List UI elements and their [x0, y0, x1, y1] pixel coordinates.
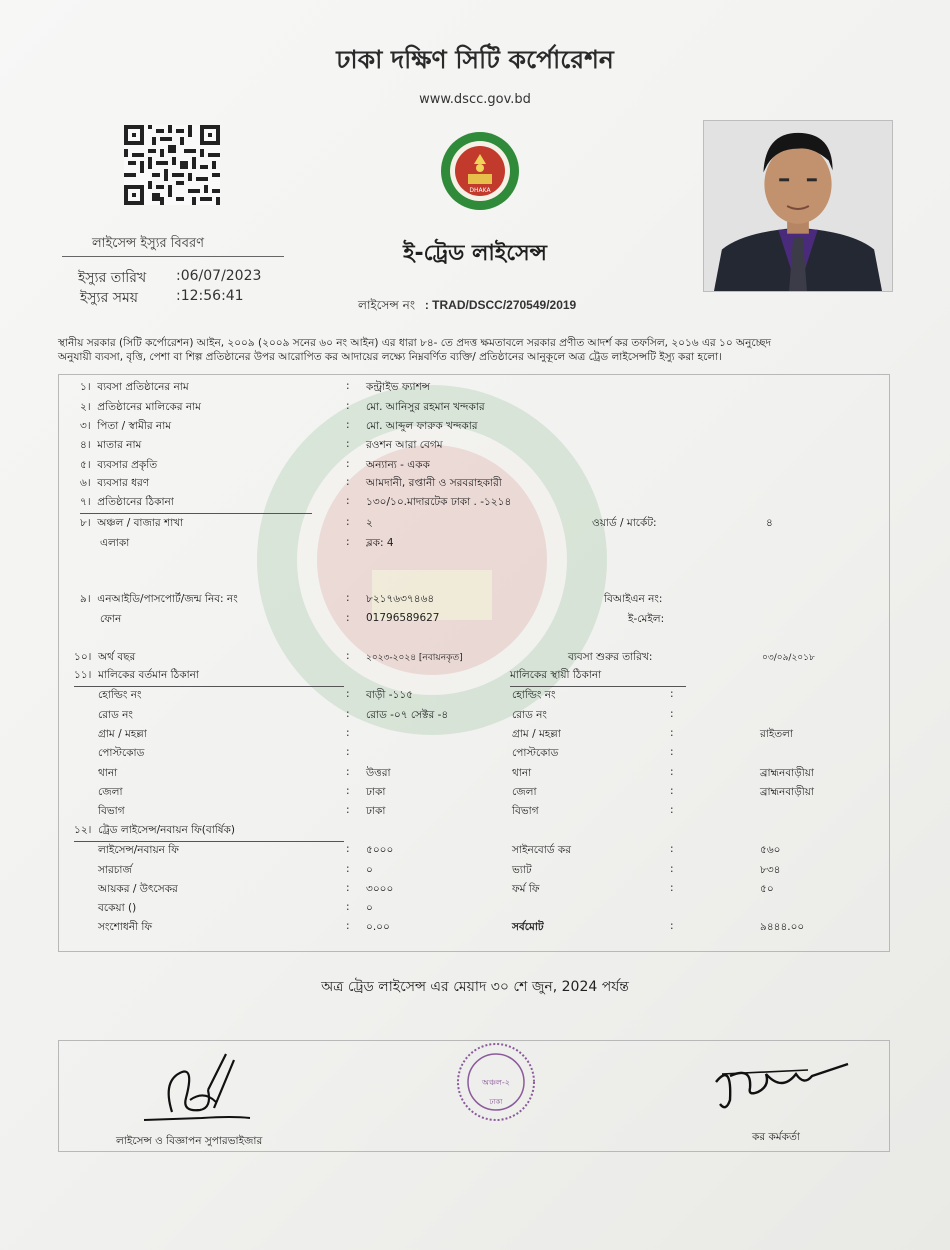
current-thana-value: উত্তরা	[366, 767, 391, 779]
current-holding-value: বাড়ী -১১৫	[366, 689, 413, 701]
qr-code	[124, 124, 220, 206]
supervisor-signature	[142, 1050, 252, 1126]
form-fee-label: ফর্ম ফি	[512, 883, 540, 895]
business-name-value: কন্ট্রাইভ ফ্যাশন্স	[366, 381, 431, 393]
preamble-line-1: স্থানীয় সরকার (সিটি কর্পোরেশন) আইন, ২০০৯ (২০০৯ সনের ৬০ নং আইন) এর ধারা ৮৪- তে প্রদত্ত ক্ষমতাবলে সরকার প্রণীত আদর্শ কর তফসিল, ২০১৬ এর ১০ অনুচ্ছেদ	[58, 337, 772, 349]
separator: :	[346, 400, 350, 412]
seal-bottom-text: ঢাকা	[489, 1098, 503, 1106]
separator: :	[670, 727, 674, 739]
vat-value: ৮৩৪	[760, 864, 781, 876]
current-road-value: রোড -০৭ সেক্টর -৪	[366, 709, 449, 721]
seal-text: অঞ্চল-২	[482, 1078, 510, 1087]
separator: :	[346, 536, 350, 548]
separator: :	[346, 804, 350, 816]
amendment-fee-value: ০.০০	[366, 921, 390, 933]
perm-holding-label: হোল্ডিং নং	[512, 689, 556, 701]
separator: :	[346, 920, 350, 932]
issue-date-label: ইস্যুর তারিখ	[78, 270, 147, 286]
perm-thana-label: থানা	[512, 767, 532, 779]
business-start-label: ব্যবসা শুরুর তারিখ:	[568, 651, 653, 663]
validity-statement: অত্র ট্রেড লাইসেন্স এর মেয়াদ ৩০ শে জুন, 2024 পর্যন্ত	[321, 979, 629, 995]
separator: :	[670, 766, 674, 778]
fiscal-year-value: ২০২৩-২০২৪ [নবায়নকৃত]	[366, 653, 463, 663]
phone-label: ফোন	[100, 613, 122, 625]
official-seal	[450, 1042, 542, 1122]
license-number-label: লাইসেন্স নং	[358, 298, 415, 312]
current-division-value: ঢাকা	[366, 805, 386, 817]
separator: :	[346, 476, 350, 488]
separator: :	[670, 882, 674, 894]
signboard-tax-label: সাইনবোর্ড কর	[512, 844, 572, 856]
zone-row: ৮। অঞ্চল / বাজার শাখা	[80, 517, 184, 529]
detail-row-3: ৩। পিতা / স্বামীর নাম	[80, 420, 172, 432]
website-link[interactable]: www.dscc.gov.bd	[419, 92, 531, 107]
total-label: সর্বমোট	[512, 921, 544, 933]
separator: :	[670, 920, 674, 932]
total-value: ৯৪৪৪.০০	[760, 921, 805, 933]
area-label: এলাকা	[100, 537, 130, 549]
signboard-tax-value: ৫৬০	[760, 844, 781, 856]
separator: :	[346, 843, 350, 855]
separator: :	[346, 882, 350, 894]
income-tax-label: আয়কর / উৎসেকর	[98, 883, 178, 895]
separator: :	[346, 458, 350, 470]
ward-label: ওয়ার্ড / মার্কেট:	[592, 517, 657, 529]
license-fee-value: ৫০০০	[366, 844, 394, 856]
separator: :	[346, 785, 350, 797]
document-title: ই-ট্রেড লাইসেন্স	[403, 241, 547, 266]
separator: :	[670, 843, 674, 855]
detail-row-5: ৫। ব্যবসার প্রকৃতি	[80, 459, 158, 471]
separator: :	[346, 688, 350, 700]
address-thana-label: থানা	[98, 767, 118, 779]
license-number-value: : TRAD/DSCC/270549/2019	[424, 298, 577, 312]
issue-time-value: :12:56:41	[176, 288, 244, 304]
perm-district-label: জেলা	[512, 786, 537, 798]
arrears-value: ০	[366, 902, 373, 914]
email-label: ই-মেইল:	[628, 613, 665, 625]
business-start-value: ০৩/০৯/২০১৮	[762, 653, 815, 663]
separator: :	[346, 516, 350, 528]
separator: :	[346, 650, 350, 662]
address-postcode-label: পোস্টকোড	[98, 747, 145, 759]
income-tax-value: ৩০০০	[366, 883, 394, 895]
tax-officer-caption: কর কর্মকর্তা	[752, 1131, 800, 1143]
issue-heading: লাইসেন্স ইস্যুর বিবরণ	[92, 236, 204, 251]
surcharge-label: সারচার্জ	[98, 864, 132, 876]
father-name-value: মো. আব্দুল ফারুক খন্দকার	[366, 420, 478, 432]
separator: :	[346, 438, 350, 450]
nid-value: ৮২১৭৬৩৭৪৬৪	[366, 593, 435, 605]
separator: :	[670, 804, 674, 816]
permanent-address-heading: মালিকের স্থায়ী ঠিকানা	[510, 668, 686, 687]
perm-village-label: গ্রাম / মহল্লা	[512, 728, 561, 740]
logo-text: DHAKA	[469, 187, 491, 194]
amendment-fee-label: সংশোধনী ফি	[98, 921, 153, 933]
preamble-text	[58, 336, 898, 364]
nid-row: ৯। এনআইডি/পাসপোর্ট/জন্ম নিব: নং	[80, 593, 238, 605]
owner-photo	[703, 120, 893, 292]
separator: :	[346, 592, 350, 604]
address-district-label: জেলা	[98, 786, 123, 798]
perm-thana-value: ব্রাহ্মনবাড়ীয়া	[760, 767, 814, 779]
business-type-value: আমদানী, রপ্তানী ও সরবরাহকারী	[366, 477, 502, 489]
separator: :	[346, 766, 350, 778]
perm-village-value: রাইতলা	[760, 728, 794, 740]
separator: :	[346, 727, 350, 739]
separator: :	[670, 708, 674, 720]
surcharge-value: ০	[366, 864, 373, 876]
address-village-label: গ্রাম / মহল্লা	[98, 728, 147, 740]
detail-row-6: ৬। ব্যবসার ধরণ	[80, 477, 150, 489]
current-district-value: ঢাকা	[366, 786, 386, 798]
detail-row-4: ৪। মাতার নাম	[80, 439, 142, 451]
business-address-value: ১৩০/১০.মাদারটেক ঢাকা . -১২১৪	[366, 496, 512, 508]
license-fee-label: লাইসেন্স/নবায়ন ফি	[98, 844, 179, 856]
issue-date-value: :06/07/2023	[176, 268, 262, 284]
separator: :	[346, 419, 350, 431]
mother-name-value: রওশন আরা বেগম	[366, 439, 443, 451]
separator: :	[670, 785, 674, 797]
separator: :	[346, 380, 350, 392]
separator: :	[346, 863, 350, 875]
fees-heading: ১২। ট্রেড লাইসেন্স/নবায়ন ফি(বার্ষিক)	[74, 823, 344, 842]
license-number-row	[358, 297, 576, 317]
fiscal-year-row: ১০। অর্থ বছর	[74, 651, 136, 663]
zone-value: ২	[366, 517, 373, 529]
bin-label: বিআইএন নং:	[604, 593, 663, 605]
preamble-line-2: অনুযায়ী ব্যবসা, বৃত্তি, পেশা বা শিল্প প্রতিষ্ঠানের উপর আরোপিত কর আদায়ের লক্ষ্যে নিম্নবর্ণিত ব্যক্তি/ প্রতিষ্ঠানের আনুকূলে অত্র ট্রেড লাইসেন্সটি ইস্যু করা হলো।	[58, 351, 722, 363]
supervisor-caption: লাইসেন্স ও বিজ্ঞাপন সুপারভাইজার	[116, 1135, 263, 1147]
perm-road-label: রোড নং	[512, 709, 547, 721]
address-holding-label: হোল্ডিং নং	[98, 689, 142, 701]
ward-value: ৪	[766, 517, 773, 529]
separator: :	[346, 612, 350, 624]
tax-officer-signature	[712, 1052, 852, 1118]
current-address-heading: ১১। মালিকের বর্তমান ঠিকানা	[74, 668, 344, 687]
phone-value: 01796589627	[366, 612, 440, 624]
separator: :	[670, 746, 674, 758]
detail-row-7: ৭। প্রতিষ্ঠানের ঠিকানা	[80, 495, 312, 514]
separator: :	[346, 746, 350, 758]
address-road-label: রোড নং	[98, 709, 133, 721]
separator: :	[346, 901, 350, 913]
area-value: ব্লক: 4	[366, 537, 394, 549]
separator: :	[346, 495, 350, 507]
address-division-label: বিভাগ	[98, 805, 125, 817]
separator: :	[346, 708, 350, 720]
arrears-label: বকেয়া ()	[98, 902, 137, 914]
dscc-logo	[434, 130, 526, 212]
separator: :	[670, 688, 674, 700]
separator: :	[670, 863, 674, 875]
perm-postcode-label: পোস্টকোড	[512, 747, 559, 759]
org-title: ঢাকা দক্ষিণ সিটি কর্পোরেশন	[336, 45, 614, 74]
detail-row-2: ২। প্রতিষ্ঠানের মালিকের নাম	[80, 401, 202, 413]
detail-row-1: ১। ব্যবসা প্রতিষ্ঠানের নাম	[80, 381, 189, 393]
business-nature-value: অন্যান্য - একক	[366, 459, 430, 471]
owner-name-value: মো. আনিসুর রহমান খন্দকার	[366, 401, 485, 413]
perm-district-value: ব্রাহ্মনবাড়ীয়া	[760, 786, 814, 798]
vat-label: ভ্যাট	[512, 864, 532, 876]
perm-division-label: বিভাগ	[512, 805, 539, 817]
issue-time-label: ইস্যুর সময়	[80, 290, 139, 306]
form-fee-value: ৫০	[760, 883, 774, 895]
